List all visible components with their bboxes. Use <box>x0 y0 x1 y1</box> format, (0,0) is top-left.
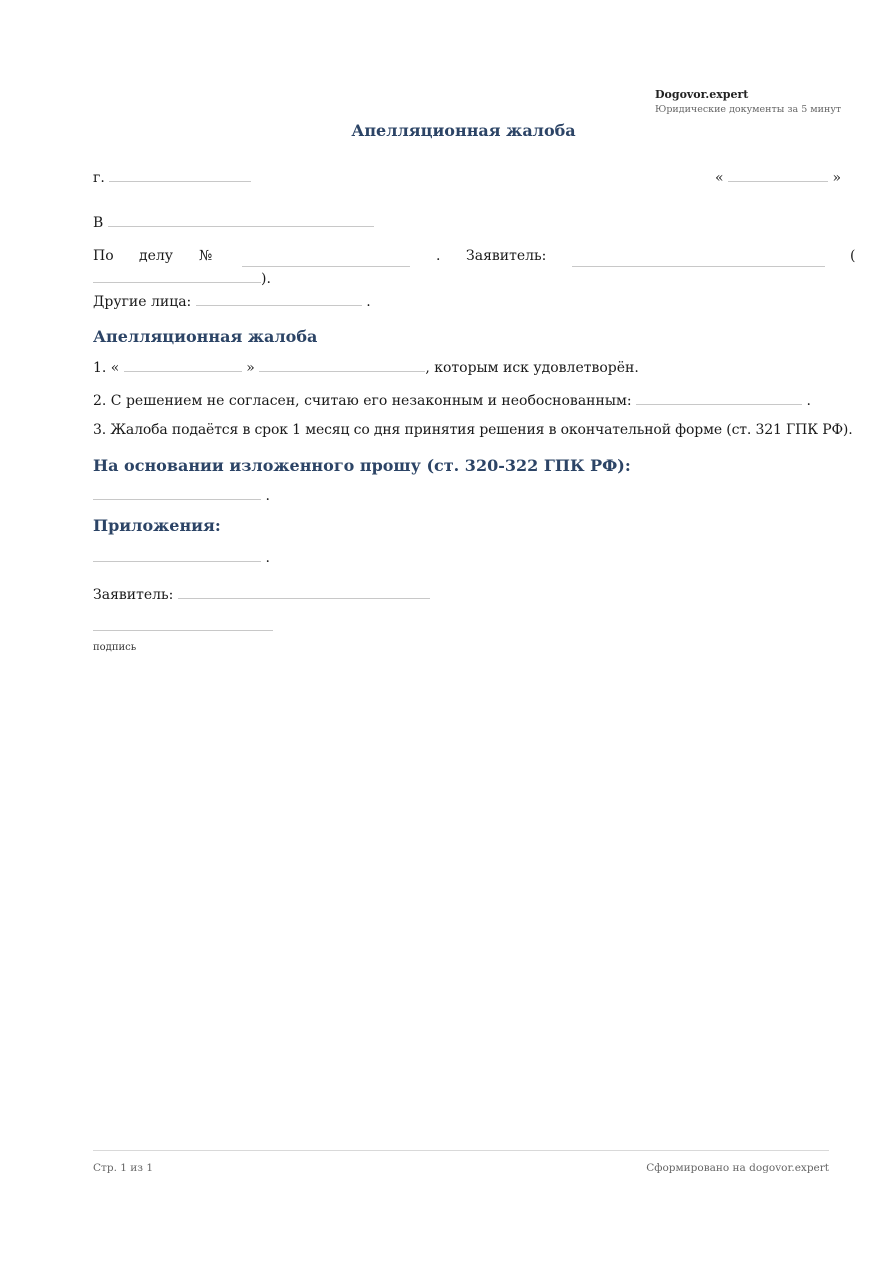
city-prefix: г. <box>93 170 105 186</box>
date-blank[interactable] <box>728 167 828 182</box>
item-2 <box>93 390 811 409</box>
open-paren: ( <box>850 248 856 264</box>
section-heading-complaint: Апелляционная жалоба <box>93 327 318 346</box>
other-parties-line <box>93 291 371 310</box>
signature-applicant-blank[interactable] <box>178 584 430 599</box>
request-blank[interactable] <box>93 485 261 500</box>
item-2-blank[interactable] <box>636 390 802 405</box>
brand-tagline: Юридические документы за 5 минут <box>655 104 842 115</box>
item-2-text: 2. С решением не согласен, считаю его незаконным и необоснованным: <box>93 393 632 409</box>
close-paren: ). <box>261 271 271 287</box>
document-title: Апелляционная жалоба <box>351 121 576 140</box>
city-line <box>93 167 251 186</box>
item-1-decision-blank[interactable] <box>259 357 425 372</box>
request-line <box>93 485 270 504</box>
signature-applicant-line <box>93 584 430 603</box>
section-heading-request: На основании изложенного прошу (ст. 320-322 ГПК РФ): <box>93 456 631 475</box>
city-blank[interactable] <box>109 167 251 182</box>
item-1-prefix: 1. « <box>93 360 120 376</box>
request-period: . <box>265 488 270 504</box>
applicant-label: Заявитель: <box>466 248 547 264</box>
attachments-blank[interactable] <box>93 547 261 562</box>
footer-generated-by: Сформировано на dogovor.expert <box>646 1162 829 1174</box>
case-number-blank[interactable] <box>242 252 410 267</box>
other-parties-blank[interactable] <box>196 291 362 306</box>
item-1-quote-close: » <box>246 360 255 376</box>
signature-blank[interactable] <box>93 616 273 631</box>
other-parties-period: . <box>366 294 371 310</box>
case-label: По <box>93 248 114 264</box>
item-1-suffix: , которым иск удовлетворён. <box>425 360 639 376</box>
brand-name: Dogovor.expert <box>655 88 749 101</box>
footer-page-info: Стр. 1 из 1 <box>93 1162 154 1174</box>
date-open-quote: « <box>715 170 724 186</box>
item-3: 3. Жалоба подаётся в срок 1 месяц со дня принятия решения в окончательной форме (ст. 321 ГПК РФ). <box>93 422 853 438</box>
case-number-sign: № <box>199 248 213 264</box>
attachments-line <box>93 547 270 566</box>
item-1 <box>93 357 639 376</box>
court-prefix: В <box>93 215 104 231</box>
footer-divider <box>93 1150 829 1151</box>
other-parties-label: Другие лица: <box>93 294 192 310</box>
case-period: . <box>436 248 441 264</box>
signature-applicant-label: Заявитель: <box>93 587 174 603</box>
attachments-period: . <box>265 550 270 566</box>
date-line <box>715 167 841 186</box>
item-1-court-blank[interactable] <box>124 357 242 372</box>
signature-caption: подпись <box>93 642 137 653</box>
applicant-blank[interactable] <box>572 252 825 267</box>
applicant-details-blank[interactable] <box>93 268 261 283</box>
court-line <box>93 212 374 231</box>
case-word: делу <box>139 248 174 264</box>
applicant-details-line <box>93 268 271 287</box>
item-2-period: . <box>806 393 811 409</box>
court-blank[interactable] <box>108 212 374 227</box>
date-close-quote: » <box>832 170 842 186</box>
section-heading-attachments: Приложения: <box>93 516 221 535</box>
